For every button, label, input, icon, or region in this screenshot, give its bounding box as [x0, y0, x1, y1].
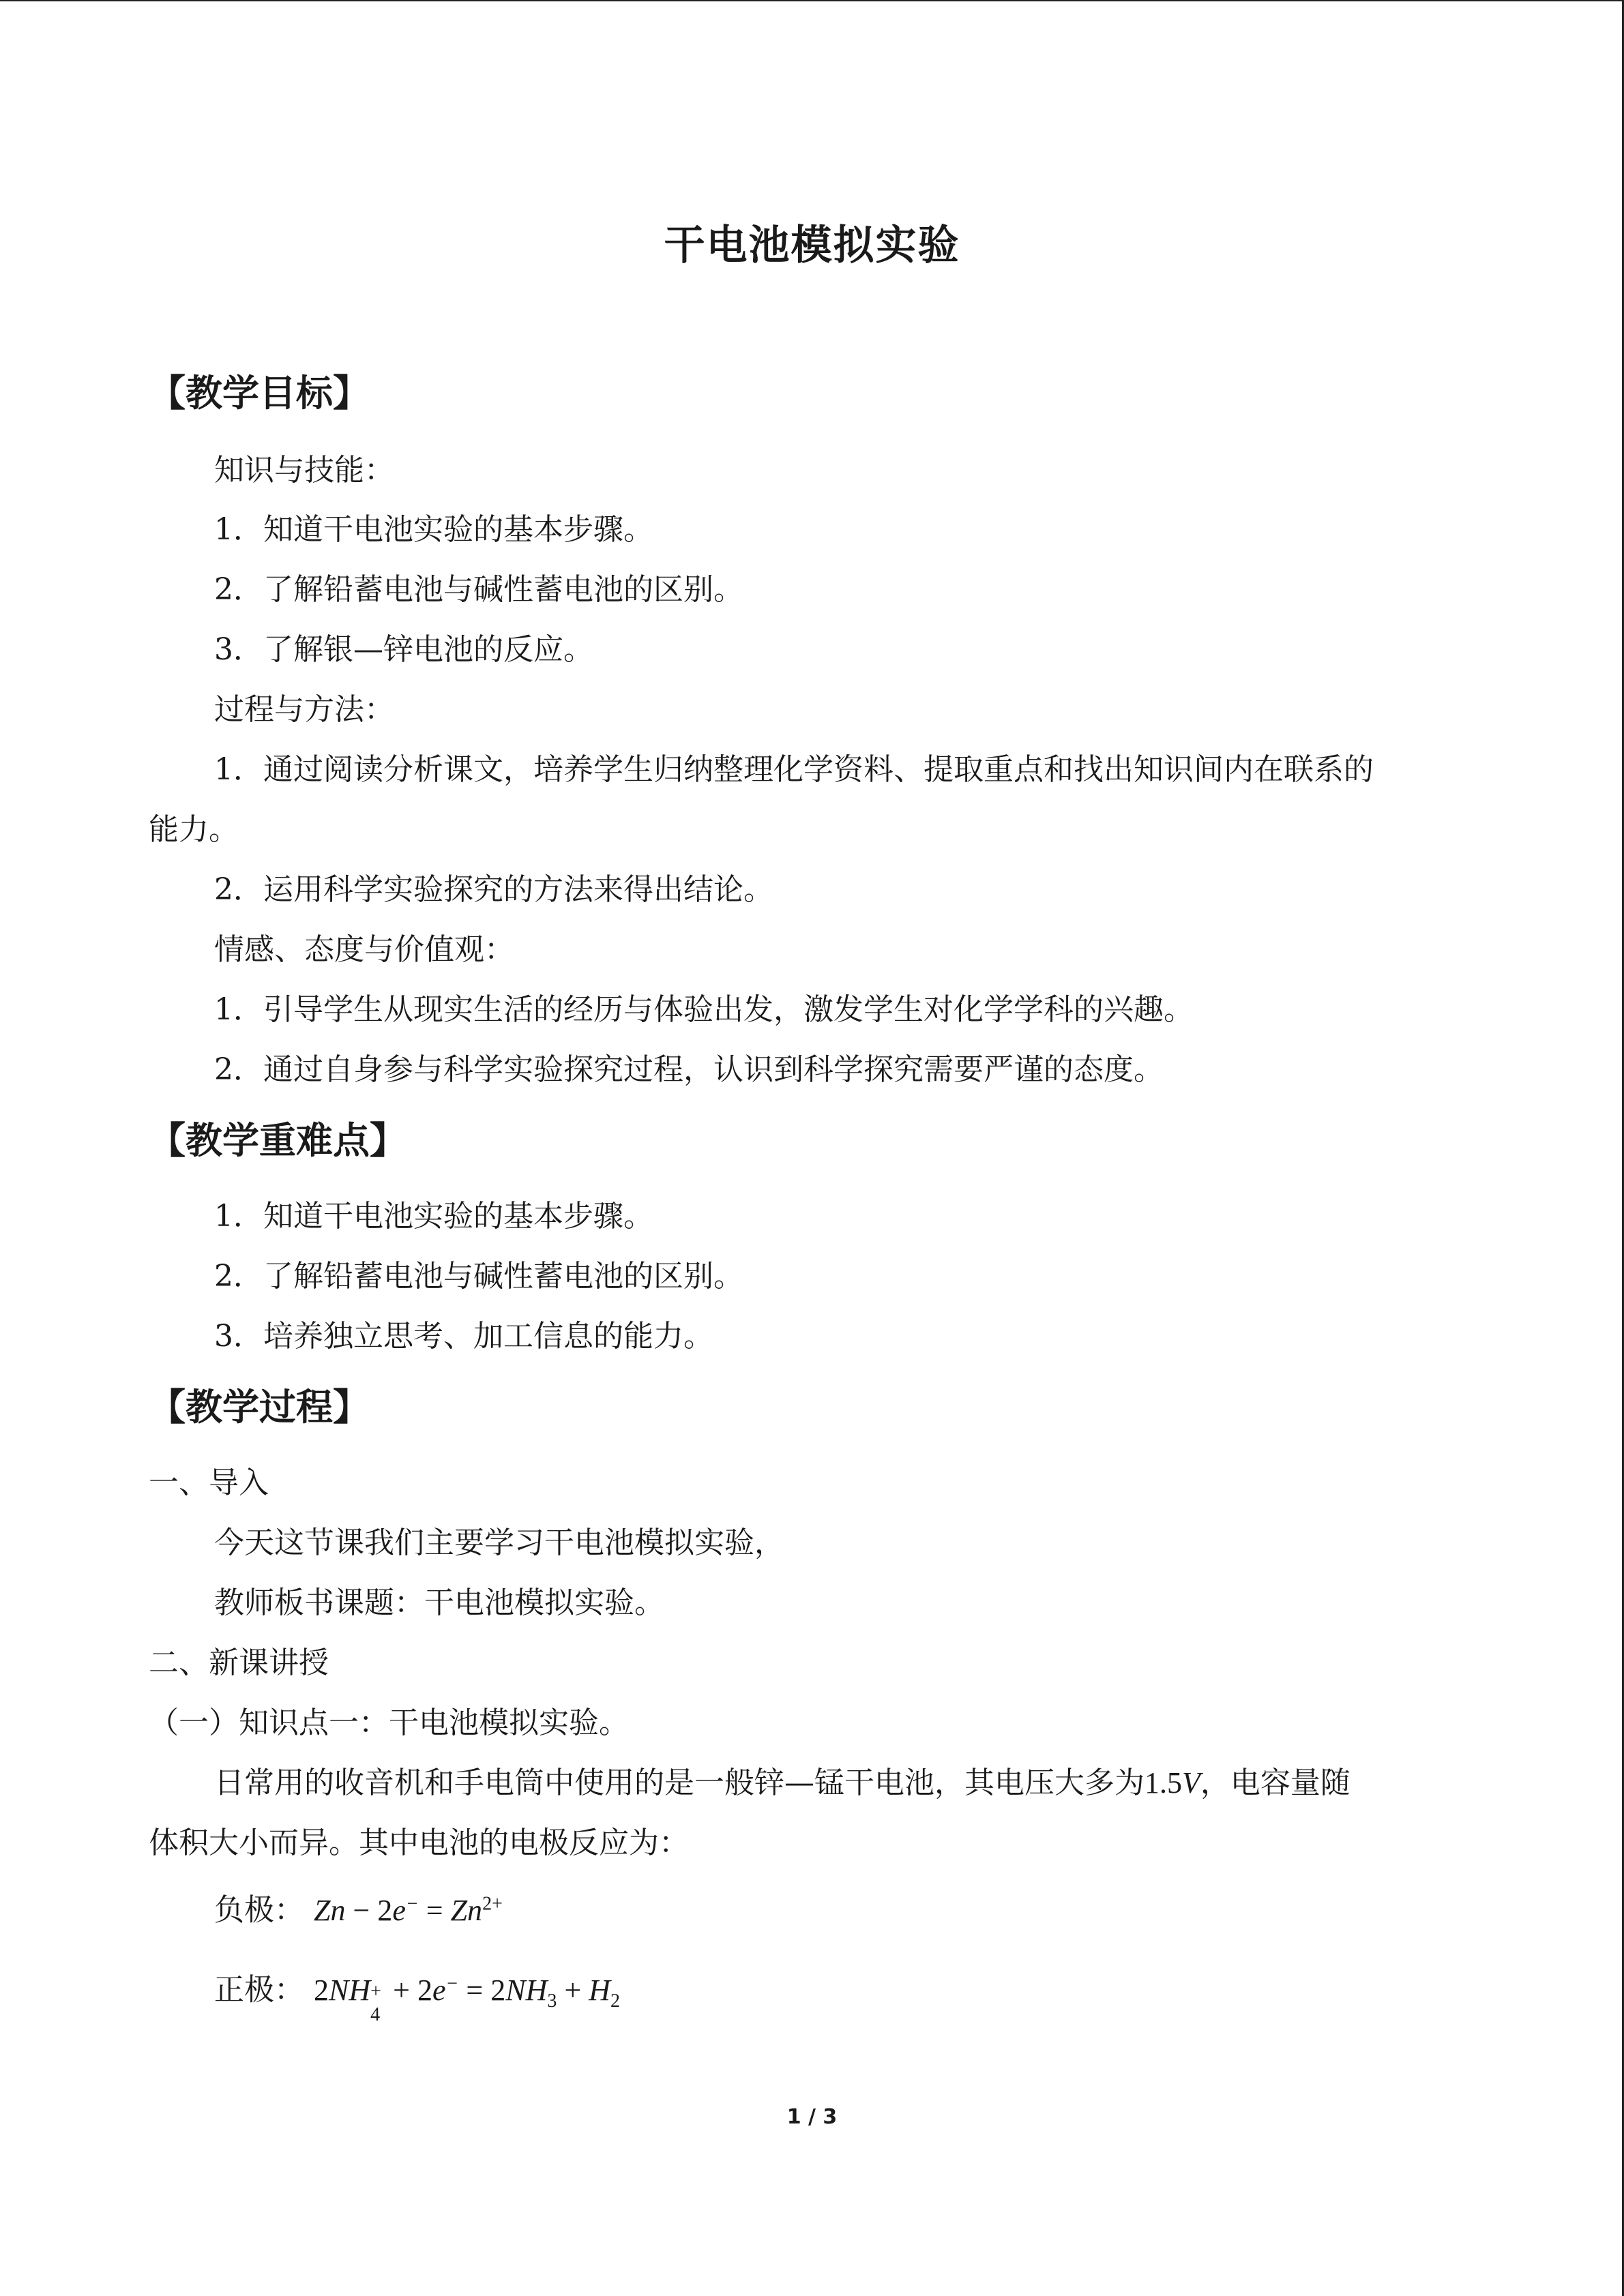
emotion-label: 情感、态度与价值观：: [214, 932, 514, 967]
key-p1: 1．知道干电池实验的基本步骤。: [214, 1199, 653, 1234]
goal-m1-line2: 能力。: [149, 812, 239, 847]
document-title: 干电池模拟实验: [664, 222, 960, 269]
goal-k1: 1．知道干电池实验的基本步骤。: [214, 512, 653, 547]
paragraph-text-a: 日常用的收音机和手电筒中使用的是一般锌—锰干电池，其电压大多为: [214, 1765, 1145, 1800]
new-lesson-label: 二、新课讲授: [149, 1645, 329, 1680]
positive-equation: 2NH + 4 + $2e^- = 2NH_3 + H_2$: [314, 1973, 620, 2025]
knowledge-point-1: （一）知识点一：干电池模拟实验。: [149, 1705, 629, 1740]
negative-equation: $Zn - 2e^- = Zn^{2+}$: [314, 1893, 503, 1927]
heading-key-points: 【教学重难点】: [149, 1119, 407, 1162]
intro-label: 一、导入: [149, 1465, 269, 1500]
intro-line-1: 今天这节课我们主要学习干电池模拟实验，: [214, 1525, 784, 1560]
page-number: 1 / 3: [786, 2105, 838, 2129]
voltage-value: 1.5: [1145, 1766, 1182, 1800]
goal-k3: 3．了解银—锌电池的反应。: [214, 632, 593, 667]
voltage-unit: V: [1182, 1766, 1200, 1800]
negative-label: 负极：: [214, 1892, 304, 1928]
positive-label: 正极：: [214, 1972, 304, 2008]
method-label: 过程与方法：: [214, 692, 394, 727]
negative-electrode-line: [214, 1894, 503, 1926]
key-p3: 3．培养独立思考、加工信息的能力。: [214, 1319, 713, 1354]
key-p2: 2．了解铅蓄电池与碱性蓄电池的区别。: [214, 1259, 743, 1294]
goal-k2: 2．了解铅蓄电池与碱性蓄电池的区别。: [214, 572, 743, 607]
page-top-border: [0, 0, 1623, 1]
intro-line-2: 教师板书课题：干电池模拟实验。: [214, 1585, 664, 1620]
goal-m1-line1: 1．通过阅读分析课文，培养学生归纳整理化学资料、提取重点和找出知识间内在联系的: [214, 752, 1374, 787]
positive-electrode-line: [214, 1972, 620, 2025]
goal-e2: 2．通过自身参与科学实验探究过程，认识到科学探究需要严谨的态度。: [214, 1052, 1164, 1087]
paragraph-text-b: ，电容量随: [1200, 1765, 1350, 1800]
heading-teaching-process: 【教学过程】: [149, 1386, 370, 1429]
knowledge-label: 知识与技能：: [214, 453, 394, 488]
heading-teaching-goals: 【教学目标】: [149, 372, 370, 415]
paragraph-line-1: [214, 1765, 1350, 1800]
paragraph-line-2: 体积大小而异。其中电池的电极反应为：: [149, 1825, 689, 1860]
goal-e1: 1．引导学生从现实生活的经历与体验出发，激发学生对化学学科的兴趣。: [214, 992, 1194, 1027]
goal-m2: 2．运用科学实验探究的方法来得出结论。: [214, 872, 773, 907]
